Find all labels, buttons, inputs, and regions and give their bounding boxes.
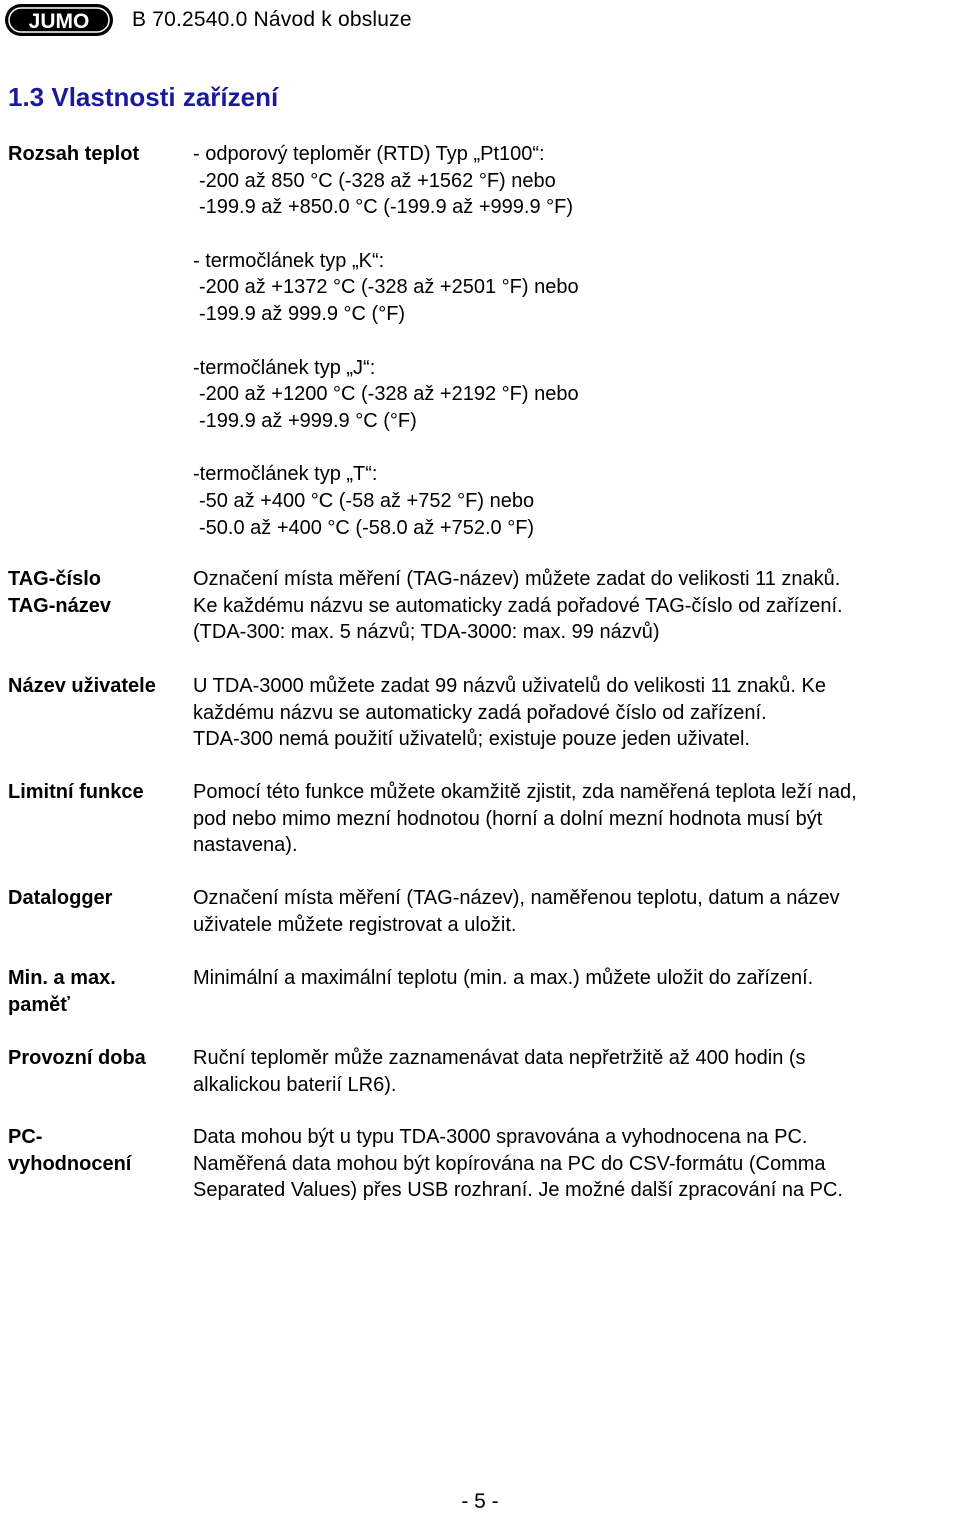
text-line: každému názvu se automaticky zadá pořadové číslo od zařízení. <box>193 701 767 724</box>
row-content <box>193 885 840 938</box>
row-content <box>193 1045 806 1098</box>
document-title: B 70.2540.0 Návod k obsluze <box>132 8 412 31</box>
label-line: vyhodnocení <box>8 1153 132 1175</box>
row-label: Provozní doba <box>8 1047 146 1069</box>
row-label: Rozsah teplot <box>8 143 140 165</box>
logo-text: JUMO <box>28 10 90 33</box>
row-label: Název uživatele <box>8 675 156 697</box>
spacer <box>193 328 579 355</box>
row-content <box>193 1124 843 1204</box>
text-line: alkalickou baterií LR6). <box>193 1073 397 1096</box>
text-line: - odporový teploměr (RTD) Typ „Pt100“: <box>193 143 545 165</box>
text-line: Pomocí této funkce můžete okamžitě zjistit, zda naměřená teplota leží nad, <box>193 781 857 803</box>
row-label <box>8 965 116 1019</box>
row-label <box>8 566 111 620</box>
text-line: nastavena). <box>193 834 298 857</box>
text-line: TDA-300 nemá použití uživatelů; existuje pouze jeden uživatel. <box>193 728 750 751</box>
text-line: -termočlánek typ „J“: <box>193 356 376 379</box>
text-line: Ke každému názvu se automaticky zadá pořadové TAG-číslo od zařízení. <box>193 594 843 617</box>
text-line: -199.9 až +999.9 °C (°F) <box>199 409 417 432</box>
jumo-logo <box>4 3 114 37</box>
text-line: -199.9 až 999.9 °C (°F) <box>199 303 406 326</box>
row-label: Datalogger <box>8 887 113 909</box>
text-line: -199.9 až +850.0 °C (-199.9 až +999.9 °F) <box>199 196 573 219</box>
label-line: paměť <box>8 994 70 1016</box>
section-title: 1.3 Vlastnosti zařízení <box>8 82 279 112</box>
text-line: -200 až +1200 °C (-328 až +2192 °F) nebo <box>199 383 579 406</box>
text-line: (TDA-300: max. 5 názvů; TDA-3000: max. 99 názvů) <box>193 621 660 644</box>
page-header <box>0 0 960 42</box>
text-line: Označení místa měření (TAG-název) můžete zadat do velikosti 11 znaků. <box>193 568 841 590</box>
text-line: -50 až +400 °C (-58 až +752 °F) nebo <box>199 489 535 512</box>
row-label: Limitní funkce <box>8 781 144 803</box>
text-line: pod nebo mimo mezní hodnotou (horní a dolní mezní hodnota musí být <box>193 807 823 830</box>
spacer <box>193 435 579 462</box>
page-number: - 5 - <box>461 1490 499 1513</box>
text-line: -50.0 až +400 °C (-58.0 až +752.0 °F) <box>199 516 535 539</box>
text-line: -200 až +1372 °C (-328 až +2501 °F) nebo <box>199 276 579 299</box>
text-line: Naměřená data mohou být kopírována na PC do CSV-formátu (Comma <box>193 1152 826 1175</box>
text-line: uživatele můžete registrovat a uložit. <box>193 913 517 936</box>
text-line: Separated Values) přes USB rozhraní. Je možné další zpracování na PC. <box>193 1179 843 1202</box>
text-line: -200 až 850 °C (-328 až +1562 °F) nebo <box>199 169 556 192</box>
row-label <box>8 1124 131 1178</box>
row-content <box>193 779 857 859</box>
label-line: TAG-název <box>8 595 111 617</box>
row-content <box>193 566 843 646</box>
spacer <box>193 221 579 248</box>
row-content <box>193 965 813 992</box>
row-content <box>193 141 579 541</box>
label-line: TAG-číslo <box>8 568 101 590</box>
label-line: Min. a max. <box>8 967 116 989</box>
text-line: -termočlánek typ „T“: <box>193 463 378 486</box>
label-line: PC- <box>8 1126 43 1148</box>
text-line: Označení místa měření (TAG-název), naměřenou teplotu, datum a název <box>193 887 840 909</box>
text-line: Minimální a maximální teplotu (min. a max.) můžete uložit do zařízení. <box>193 967 814 989</box>
text-line: Data mohou být u typu TDA-3000 spravována a vyhodnocena na PC. <box>193 1126 808 1148</box>
row-content <box>193 673 826 753</box>
text-line: U TDA-3000 můžete zadat 99 názvů uživatelů do velikosti 11 znaků. Ke <box>193 675 826 697</box>
text-line: Ruční teploměr může zaznamenávat data nepřetržitě až 400 hodin (s <box>193 1047 806 1069</box>
text-line: - termočlánek typ „K“: <box>193 249 385 272</box>
